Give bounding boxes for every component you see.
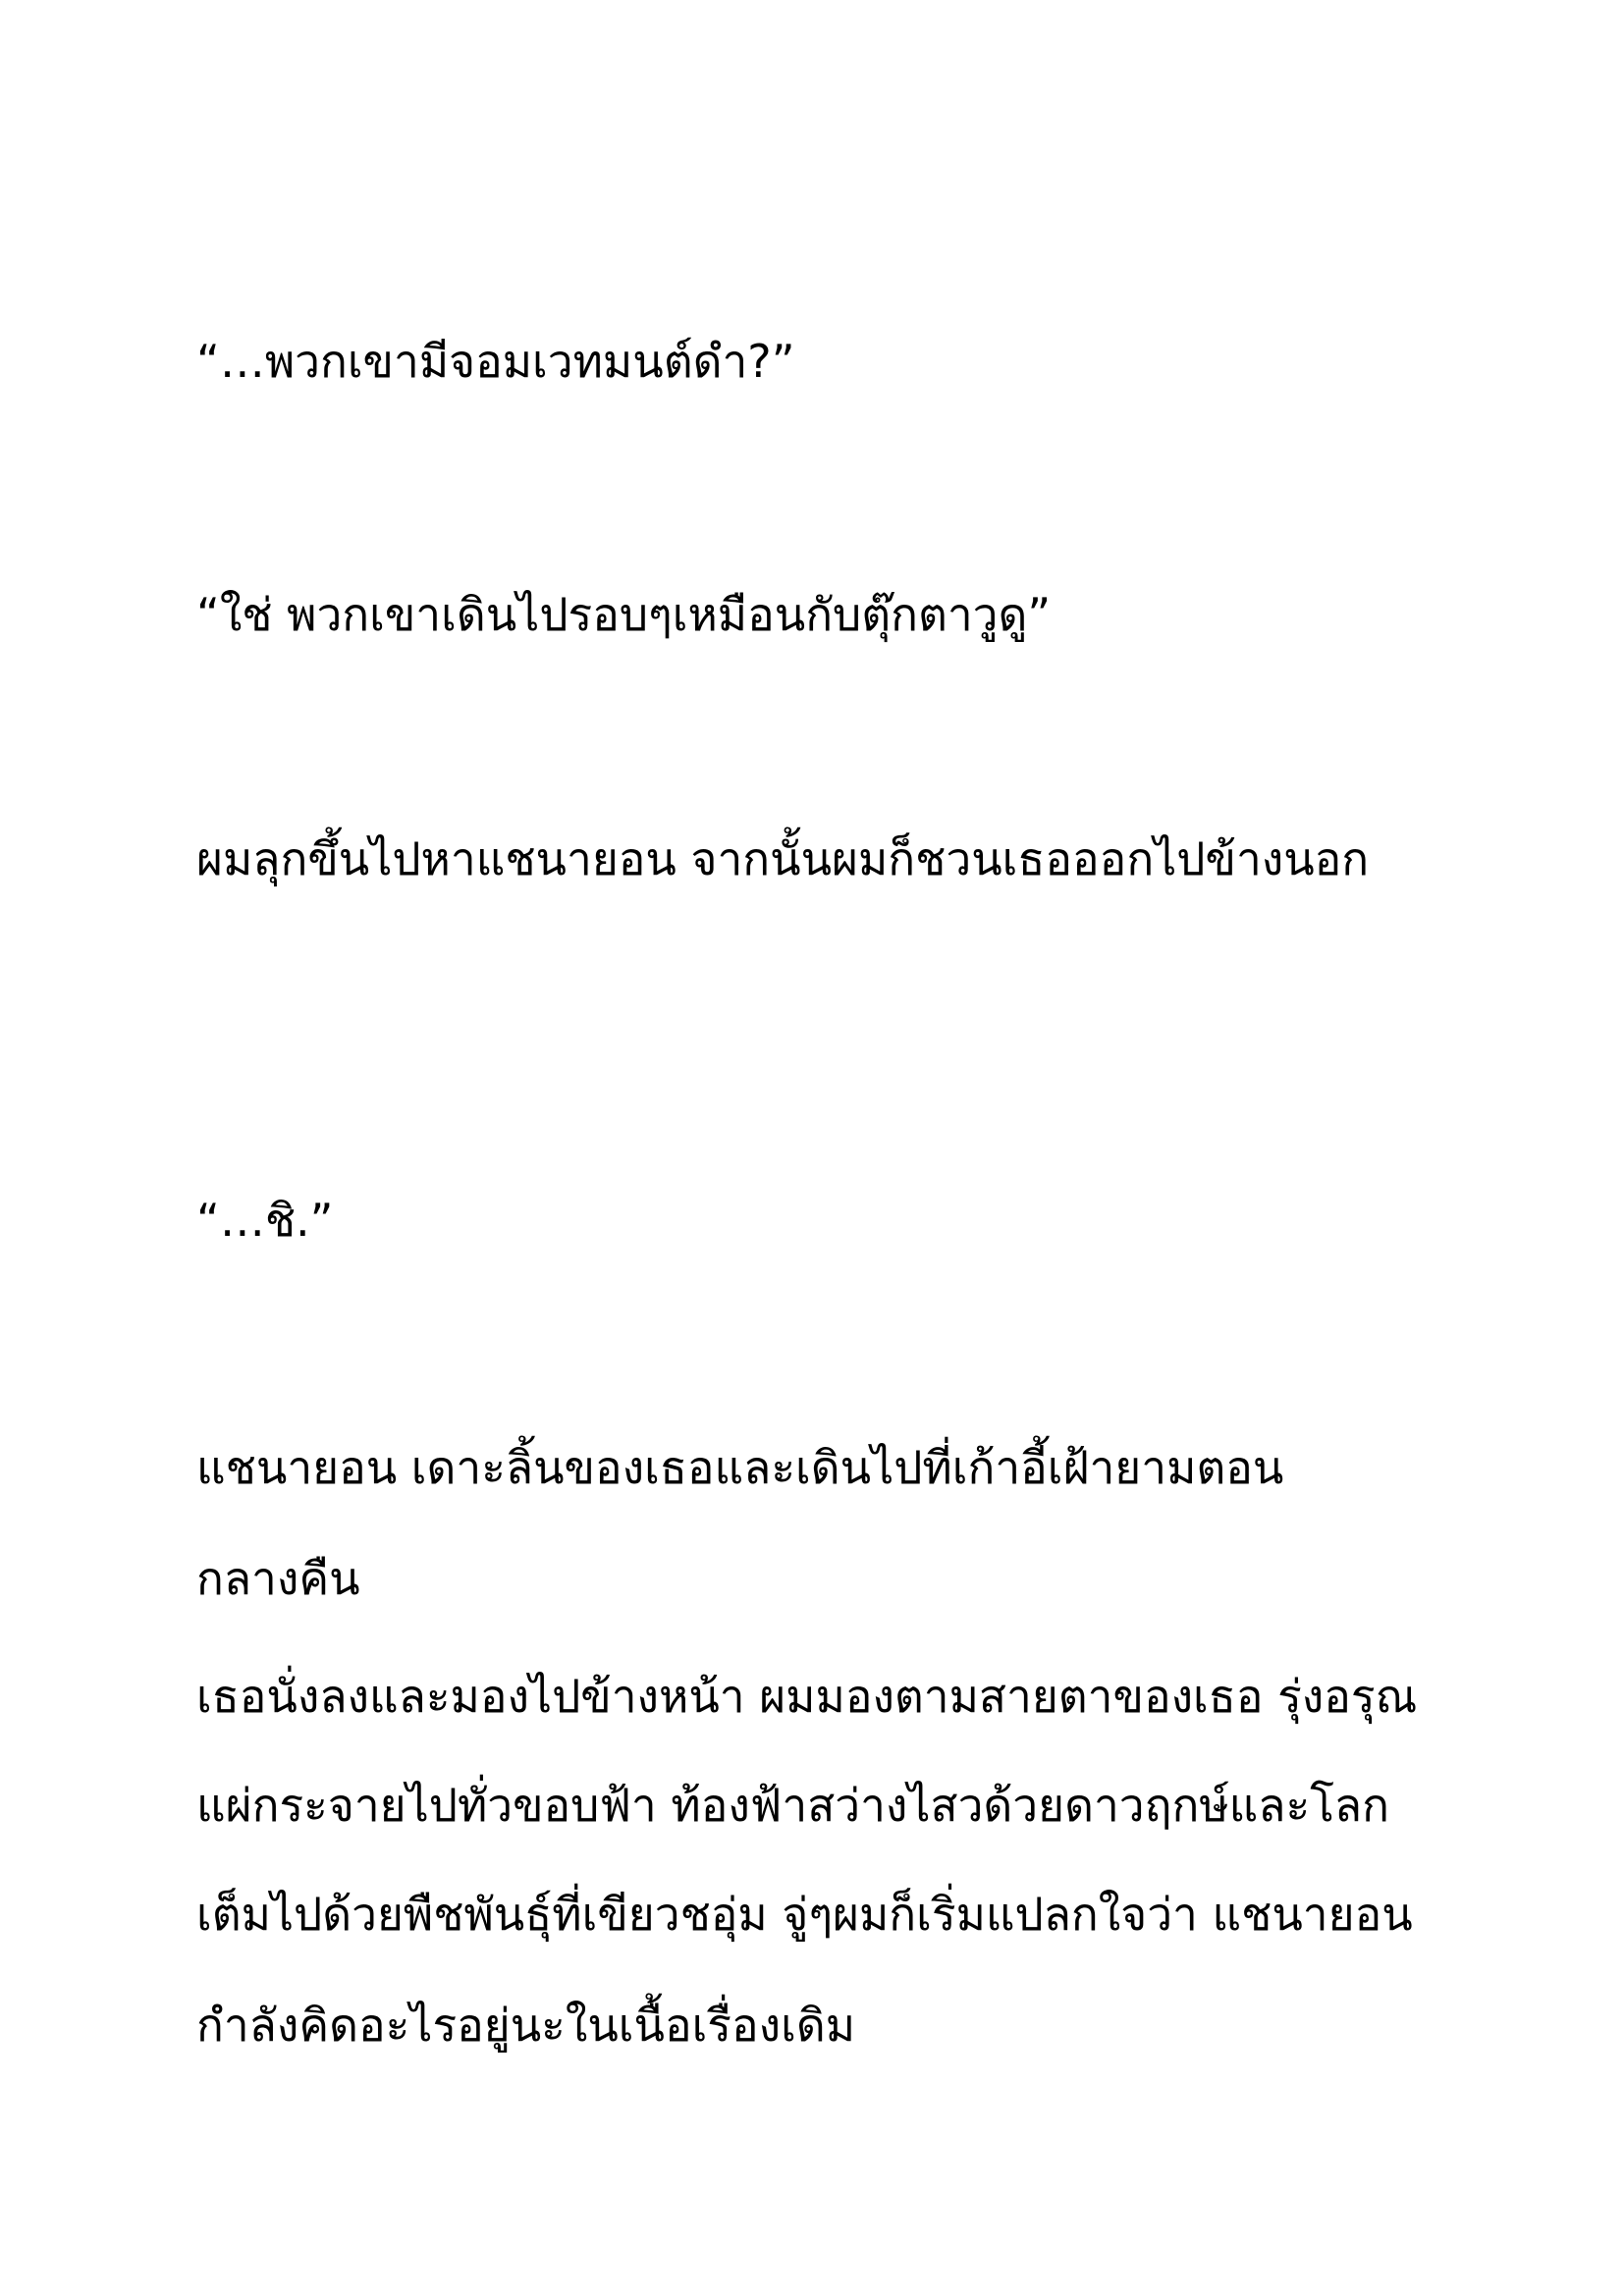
narration-line-1: ผมลุกขึ้นไปหาแชนายอน จากนั้นผมก็ชวนเธอออกไปข้างนอก (196, 832, 1370, 885)
narration-line-4: เธอนั่งลงและมองไปข้างหน้า ผมมองตามสายตาของเธอ รุ่งอรุณ (196, 1670, 1418, 1723)
narration-line-2: แชนายอน เดาะลิ้นของเธอและเดินไปที่เก้าอี้เฝ้ายามตอน (196, 1441, 1284, 1494)
dialogue-line-3: “…ชิ.” (196, 1194, 334, 1247)
narration-line-5: แผ่กระจายไปทั่วขอบฟ้า ท้องฟ้าสว่างไสวด้วยดาวฤกษ์และโลก (196, 1779, 1389, 1832)
narration-line-7: กำลังคิดอะไรอยู่นะในเนื้อเรื่องเดิม (196, 1999, 856, 2052)
narration-line-6: เต็มไปด้วยพืชพันธุ์ที่เขียวชอุ่ม จู่ๆผมก็เริ่มแปลกใจว่า แชนายอน (196, 1888, 1413, 1941)
dialogue-line-1: “…พวกเขามีจอมเวทมนต์ดำ?” (196, 335, 795, 388)
narration-line-3: กลางคืน (196, 1552, 360, 1605)
dialogue-line-2: “ใช่ พวกเขาเดินไปรอบๆเหมือนกับตุ๊กตาวูดู” (196, 588, 1052, 641)
